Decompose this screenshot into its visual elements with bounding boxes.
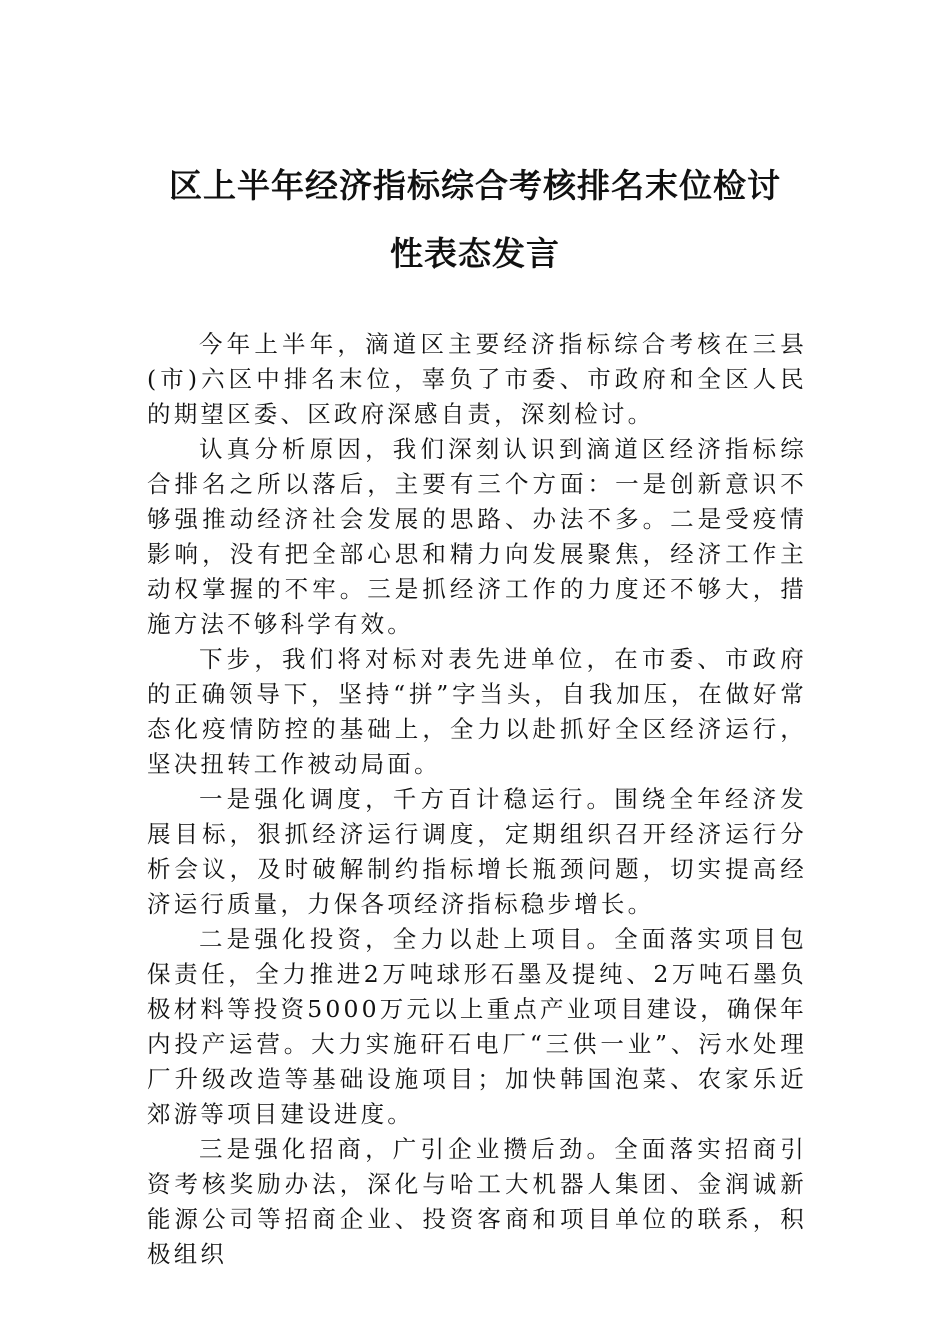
paragraph: 下步，我们将对标对表先进单位，在市委、市政府的正确领导下，坚持“拼”字当头，自我加压，在做好常态化疫情防控的基础上，全力以赴抓好全区经济运行，坚决扭转工作被动局面。 <box>147 645 807 778</box>
document-title-line-2: 性表态发言 <box>390 234 560 273</box>
paragraph: 一是强化调度，千方百计稳运行。围绕全年经济发展目标，狠抓经济运行调度，定期组织召开经济运行分析会议，及时破解制约指标增长瓶颈问题，切实提高经济运行质量，力保各项经济指标稳步增长。 <box>147 785 807 918</box>
paragraph: 今年上半年，滴道区主要经济指标综合考核在三县(市)六区中排名末位，辜负了市委、市政府和全区人民的期望区委、区政府深感自责，深刻检讨。 <box>147 330 807 428</box>
document-body <box>147 327 807 1272</box>
paragraph: 二是强化投资，全力以赴上项目。全面落实项目包保责任，全力推进2万吨球形石墨及提纯、2万吨石墨负极材料等投资5000万元以上重点产业项目建设，确保年内投产运营。大力实施矸石电厂“三供一业”、污水处理厂升级改造等基础设施项目；加快韩国泡菜、农家乐近郊游等项目建设进度。 <box>147 925 808 1128</box>
document-title-line-1: 区上半年经济指标综合考核排名末位检讨 <box>169 166 781 205</box>
paragraph: 认真分析原因，我们深刻认识到滴道区经济指标综合排名之所以落后，主要有三个方面：一是创新意识不够强推动经济社会发展的思路、办法不多。二是受疫情影响，没有把全部心思和精力向发展聚焦，经济工作主动权掌握的不牢。三是抓经济工作的力度还不够大，措施方法不够科学有效。 <box>147 435 807 638</box>
paragraph: 三是强化招商，广引企业攒后劲。全面落实招商引资考核奖励办法，深化与哈工大机器人集团、金润诚新能源公司等招商企业、投资客商和项目单位的联系，积极组织 <box>147 1135 807 1268</box>
